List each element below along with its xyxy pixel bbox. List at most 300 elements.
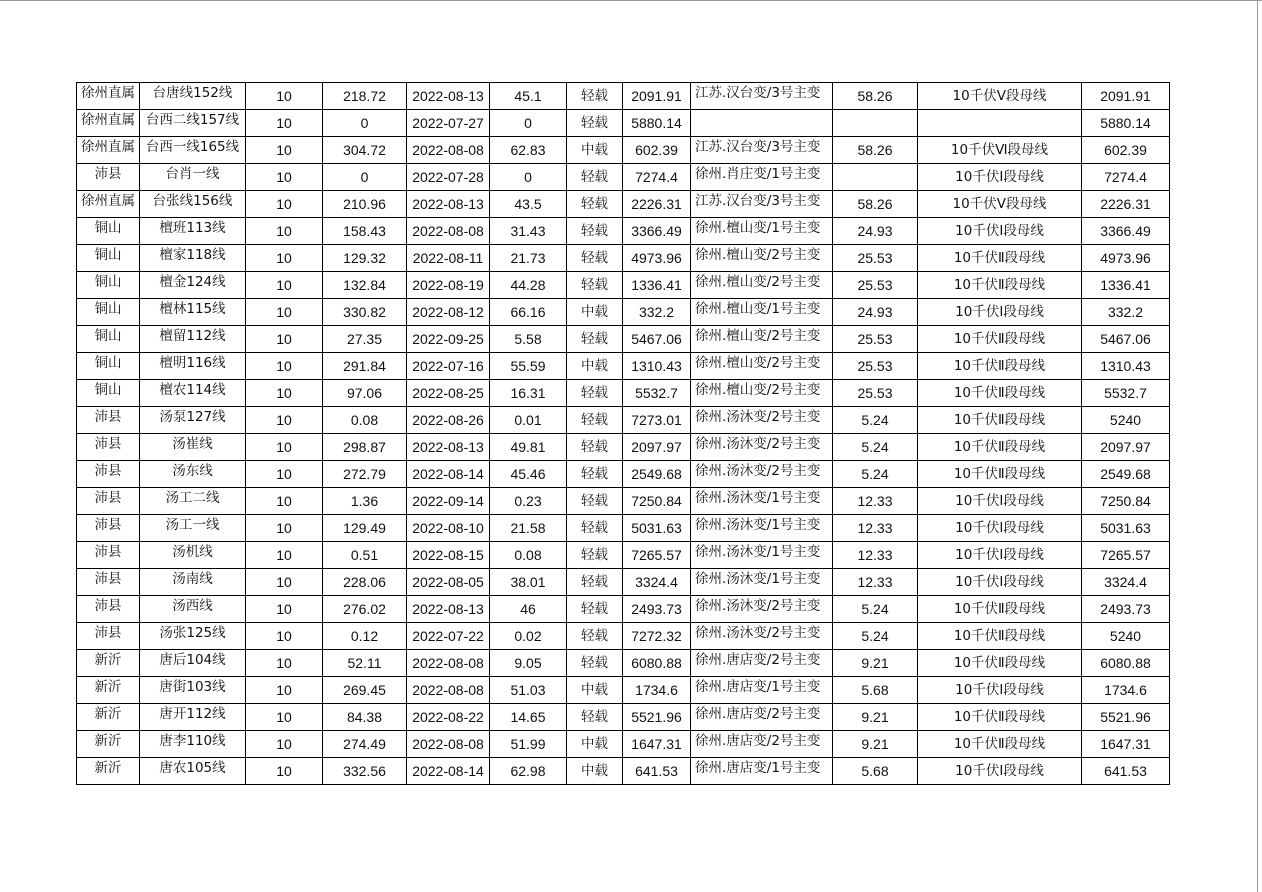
load-value-cell: 132.84 [323,272,407,299]
substation-transformer-cell: 徐州.唐店变/1号主变 [691,677,833,704]
load-value-cell: 304.72 [323,137,407,164]
voltage-cell: 10 [246,461,323,488]
table-row [77,461,1170,488]
load-value-cell: 129.32 [323,245,407,272]
available-capacity-cell: 5240 [1082,623,1170,650]
date-cell: 2022-08-08 [407,650,490,677]
table-row [77,380,1170,407]
load-rate-cell: 16.31 [490,380,567,407]
voltage-cell: 10 [246,299,323,326]
load-value-cell: 0 [323,110,407,137]
load-rate-cell: 46 [490,596,567,623]
load-value-cell: 0 [323,164,407,191]
district-cell: 徐州直属 [77,191,140,218]
voltage-cell: 10 [246,650,323,677]
voltage-cell: 10 [246,434,323,461]
capacity-cell: 7250.84 [623,488,691,515]
load-status-cell: 中载 [567,299,623,326]
substation-transformer-cell: 徐州.唐店变/2号主变 [691,650,833,677]
available-capacity-cell: 2493.73 [1082,596,1170,623]
available-capacity-cell: 1310.43 [1082,353,1170,380]
line-name-cell: 台西一线165线 [140,137,246,164]
available-capacity-cell: 5532.7 [1082,380,1170,407]
transformer-rate-cell: 5.24 [833,623,918,650]
busbar-cell: 10千伏Ⅱ段母线 [918,434,1082,461]
capacity-cell: 5467.06 [623,326,691,353]
busbar-cell: 10千伏Ⅱ段母线 [918,326,1082,353]
table-row [77,299,1170,326]
line-name-cell: 檀家118线 [140,245,246,272]
date-cell: 2022-07-27 [407,110,490,137]
substation-transformer-cell: 江苏.汉台变/3号主变 [691,83,833,110]
capacity-cell: 7272.32 [623,623,691,650]
district-cell: 铜山 [77,218,140,245]
available-capacity-cell: 641.53 [1082,758,1170,785]
load-status-cell: 轻载 [567,191,623,218]
district-cell: 新沂 [77,650,140,677]
capacity-cell: 332.2 [623,299,691,326]
transformer-rate-cell: 25.53 [833,326,918,353]
load-value-cell: 291.84 [323,353,407,380]
substation-transformer-cell: 徐州.汤沐变/1号主变 [691,569,833,596]
line-name-cell: 檀林115线 [140,299,246,326]
transformer-rate-cell: 58.26 [833,137,918,164]
table-row [77,704,1170,731]
table-row [77,623,1170,650]
transformer-rate-cell: 25.53 [833,380,918,407]
capacity-cell: 3366.49 [623,218,691,245]
transformer-rate-cell: 24.93 [833,299,918,326]
busbar-cell: 10千伏Ⅰ段母线 [918,164,1082,191]
load-value-cell: 210.96 [323,191,407,218]
load-value-cell: 0.12 [323,623,407,650]
capacity-cell: 4973.96 [623,245,691,272]
load-rate-cell: 5.58 [490,326,567,353]
load-value-cell: 0.08 [323,407,407,434]
district-cell: 徐州直属 [77,110,140,137]
substation-transformer-cell: 徐州.汤沐变/2号主变 [691,407,833,434]
voltage-cell: 10 [246,83,323,110]
transformer-rate-cell: 12.33 [833,569,918,596]
district-cell: 沛县 [77,623,140,650]
date-cell: 2022-08-13 [407,191,490,218]
load-status-cell: 中载 [567,137,623,164]
date-cell: 2022-07-22 [407,623,490,650]
date-cell: 2022-08-15 [407,542,490,569]
transformer-rate-cell: 5.24 [833,407,918,434]
load-rate-cell: 0.01 [490,407,567,434]
load-rate-cell: 0.23 [490,488,567,515]
line-name-cell: 汤崔线 [140,434,246,461]
date-cell: 2022-08-13 [407,434,490,461]
district-cell: 铜山 [77,272,140,299]
transformer-rate-cell: 9.21 [833,650,918,677]
load-status-cell: 轻载 [567,461,623,488]
table-row [77,569,1170,596]
load-status-cell: 中载 [567,758,623,785]
voltage-cell: 10 [246,407,323,434]
voltage-cell: 10 [246,218,323,245]
load-rate-cell: 9.05 [490,650,567,677]
available-capacity-cell: 5521.96 [1082,704,1170,731]
load-status-cell: 轻载 [567,650,623,677]
load-status-cell: 轻载 [567,245,623,272]
substation-transformer-cell: 徐州.肖庄变/1号主变 [691,164,833,191]
load-rate-cell: 51.03 [490,677,567,704]
line-name-cell: 唐街103线 [140,677,246,704]
load-value-cell: 332.56 [323,758,407,785]
available-capacity-cell: 1734.6 [1082,677,1170,704]
date-cell: 2022-08-14 [407,461,490,488]
capacity-cell: 7265.57 [623,542,691,569]
substation-transformer-cell: 徐州.檀山变/2号主变 [691,326,833,353]
table-row [77,110,1170,137]
line-name-cell: 唐开112线 [140,704,246,731]
capacity-cell: 7273.01 [623,407,691,434]
load-value-cell: 228.06 [323,569,407,596]
load-status-cell: 轻载 [567,542,623,569]
load-status-cell: 轻载 [567,218,623,245]
line-name-cell: 汤工一线 [140,515,246,542]
transformer-rate-cell: 25.53 [833,353,918,380]
load-status-cell: 轻载 [567,407,623,434]
voltage-cell: 10 [246,137,323,164]
busbar-cell: 10千伏Ⅱ段母线 [918,731,1082,758]
load-value-cell: 272.79 [323,461,407,488]
transformer-rate-cell: 24.93 [833,218,918,245]
load-value-cell: 274.49 [323,731,407,758]
load-status-cell: 轻载 [567,164,623,191]
feeder-load-table [76,82,1170,785]
district-cell: 沛县 [77,569,140,596]
load-rate-cell: 44.28 [490,272,567,299]
capacity-cell: 1336.41 [623,272,691,299]
substation-transformer-cell: 徐州.唐店变/2号主变 [691,704,833,731]
available-capacity-cell: 4973.96 [1082,245,1170,272]
date-cell: 2022-08-13 [407,596,490,623]
table-row [77,434,1170,461]
table-row [77,272,1170,299]
capacity-cell: 602.39 [623,137,691,164]
load-status-cell: 轻载 [567,83,623,110]
substation-transformer-cell: 徐州.汤沐变/1号主变 [691,515,833,542]
busbar-cell: 10千伏Ⅰ段母线 [918,299,1082,326]
line-name-cell: 檀留112线 [140,326,246,353]
district-cell: 沛县 [77,164,140,191]
transformer-rate-cell: 25.53 [833,272,918,299]
date-cell: 2022-08-11 [407,245,490,272]
voltage-cell: 10 [246,515,323,542]
table-row [77,407,1170,434]
load-rate-cell: 43.5 [490,191,567,218]
busbar-cell: 10千伏Ⅱ段母线 [918,407,1082,434]
transformer-rate-cell: 12.33 [833,488,918,515]
available-capacity-cell: 1647.31 [1082,731,1170,758]
substation-transformer-cell: 江苏.汉台变/3号主变 [691,191,833,218]
capacity-cell: 1734.6 [623,677,691,704]
load-rate-cell: 21.58 [490,515,567,542]
load-rate-cell: 0 [490,164,567,191]
capacity-cell: 5532.7 [623,380,691,407]
transformer-rate-cell: 58.26 [833,191,918,218]
substation-transformer-cell: 徐州.檀山变/1号主变 [691,218,833,245]
busbar-cell: 10千伏Ⅱ段母线 [918,272,1082,299]
load-status-cell: 轻载 [567,380,623,407]
district-cell: 铜山 [77,326,140,353]
substation-transformer-cell: 江苏.汉台变/3号主变 [691,137,833,164]
line-name-cell: 檀明116线 [140,353,246,380]
capacity-cell: 7274.4 [623,164,691,191]
voltage-cell: 10 [246,191,323,218]
transformer-rate-cell: 9.21 [833,704,918,731]
date-cell: 2022-08-05 [407,569,490,596]
substation-transformer-cell: 徐州.汤沐变/1号主变 [691,542,833,569]
district-cell: 新沂 [77,704,140,731]
busbar-cell: 10千伏Ⅰ段母线 [918,677,1082,704]
available-capacity-cell: 2091.91 [1082,83,1170,110]
district-cell: 徐州直属 [77,83,140,110]
transformer-rate-cell: 5.24 [833,596,918,623]
busbar-cell: 10千伏Ⅰ段母线 [918,515,1082,542]
substation-transformer-cell: 徐州.檀山变/2号主变 [691,272,833,299]
district-cell: 铜山 [77,380,140,407]
substation-transformer-cell: 徐州.汤沐变/1号主变 [691,488,833,515]
available-capacity-cell: 5880.14 [1082,110,1170,137]
busbar-cell: 10千伏Ⅱ段母线 [918,704,1082,731]
load-value-cell: 218.72 [323,83,407,110]
busbar-cell: 10千伏Ⅰ段母线 [918,542,1082,569]
district-cell: 沛县 [77,488,140,515]
busbar-cell: 10千伏Ⅴ段母线 [918,83,1082,110]
substation-transformer-cell [691,110,833,137]
substation-transformer-cell: 徐州.檀山变/2号主变 [691,245,833,272]
date-cell: 2022-08-14 [407,758,490,785]
line-name-cell: 汤西线 [140,596,246,623]
table-row [77,83,1170,110]
voltage-cell: 10 [246,596,323,623]
available-capacity-cell: 6080.88 [1082,650,1170,677]
transformer-rate-cell: 9.21 [833,731,918,758]
transformer-rate-cell: 58.26 [833,83,918,110]
transformer-rate-cell: 12.33 [833,542,918,569]
date-cell: 2022-07-28 [407,164,490,191]
load-rate-cell: 62.83 [490,137,567,164]
table-row [77,245,1170,272]
load-status-cell: 轻载 [567,326,623,353]
load-rate-cell: 66.16 [490,299,567,326]
substation-transformer-cell: 徐州.檀山变/2号主变 [691,353,833,380]
load-rate-cell: 45.1 [490,83,567,110]
page-border-top [0,0,1262,1]
load-rate-cell: 55.59 [490,353,567,380]
load-status-cell: 轻载 [567,434,623,461]
line-name-cell: 汤南线 [140,569,246,596]
table-row [77,758,1170,785]
line-name-cell: 汤泵127线 [140,407,246,434]
voltage-cell: 10 [246,245,323,272]
load-status-cell: 轻载 [567,488,623,515]
line-name-cell: 台唐线152线 [140,83,246,110]
load-status-cell: 轻载 [567,596,623,623]
voltage-cell: 10 [246,704,323,731]
date-cell: 2022-09-14 [407,488,490,515]
load-rate-cell: 21.73 [490,245,567,272]
available-capacity-cell: 1336.41 [1082,272,1170,299]
available-capacity-cell: 3366.49 [1082,218,1170,245]
capacity-cell: 2493.73 [623,596,691,623]
capacity-cell: 3324.4 [623,569,691,596]
busbar-cell: 10千伏Ⅱ段母线 [918,623,1082,650]
line-name-cell: 汤东线 [140,461,246,488]
table-row [77,596,1170,623]
load-value-cell: 269.45 [323,677,407,704]
district-cell: 沛县 [77,542,140,569]
substation-transformer-cell: 徐州.唐店变/2号主变 [691,731,833,758]
load-rate-cell: 51.99 [490,731,567,758]
busbar-cell: 10千伏Ⅵ段母线 [918,137,1082,164]
voltage-cell: 10 [246,569,323,596]
load-status-cell: 轻载 [567,704,623,731]
line-name-cell: 汤张125线 [140,623,246,650]
busbar-cell: 10千伏Ⅱ段母线 [918,650,1082,677]
load-value-cell: 129.49 [323,515,407,542]
table-row [77,650,1170,677]
table-row [77,218,1170,245]
load-value-cell: 158.43 [323,218,407,245]
load-value-cell: 84.38 [323,704,407,731]
table-row [77,191,1170,218]
table-row [77,731,1170,758]
voltage-cell: 10 [246,326,323,353]
load-rate-cell: 14.65 [490,704,567,731]
table-row [77,137,1170,164]
district-cell: 沛县 [77,407,140,434]
load-value-cell: 0.51 [323,542,407,569]
line-name-cell: 檀班113线 [140,218,246,245]
district-cell: 沛县 [77,515,140,542]
date-cell: 2022-08-08 [407,677,490,704]
load-status-cell: 轻载 [567,272,623,299]
available-capacity-cell: 3324.4 [1082,569,1170,596]
busbar-cell: 10千伏Ⅰ段母线 [918,488,1082,515]
busbar-cell: 10千伏Ⅴ段母线 [918,191,1082,218]
district-cell: 徐州直属 [77,137,140,164]
available-capacity-cell: 2549.68 [1082,461,1170,488]
date-cell: 2022-07-16 [407,353,490,380]
line-name-cell: 汤工二线 [140,488,246,515]
load-status-cell: 轻载 [567,623,623,650]
table-row [77,164,1170,191]
transformer-rate-cell: 12.33 [833,515,918,542]
voltage-cell: 10 [246,731,323,758]
load-rate-cell: 0 [490,110,567,137]
voltage-cell: 10 [246,677,323,704]
voltage-cell: 10 [246,380,323,407]
district-cell: 新沂 [77,731,140,758]
voltage-cell: 10 [246,110,323,137]
district-cell: 新沂 [77,758,140,785]
load-status-cell: 轻载 [567,569,623,596]
available-capacity-cell: 7274.4 [1082,164,1170,191]
date-cell: 2022-08-08 [407,137,490,164]
date-cell: 2022-09-25 [407,326,490,353]
table-row [77,326,1170,353]
load-rate-cell: 0.02 [490,623,567,650]
substation-transformer-cell: 徐州.檀山变/1号主变 [691,299,833,326]
line-name-cell: 檀金124线 [140,272,246,299]
line-name-cell: 台西二线157线 [140,110,246,137]
busbar-cell: 10千伏Ⅱ段母线 [918,380,1082,407]
date-cell: 2022-08-08 [407,731,490,758]
capacity-cell: 1647.31 [623,731,691,758]
load-rate-cell: 62.98 [490,758,567,785]
voltage-cell: 10 [246,164,323,191]
date-cell: 2022-08-10 [407,515,490,542]
busbar-cell: 10千伏Ⅱ段母线 [918,245,1082,272]
load-value-cell: 52.11 [323,650,407,677]
busbar-cell: 10千伏Ⅱ段母线 [918,596,1082,623]
district-cell: 铜山 [77,245,140,272]
transformer-rate-cell: 5.24 [833,434,918,461]
transformer-rate-cell [833,110,918,137]
district-cell: 铜山 [77,353,140,380]
date-cell: 2022-08-19 [407,272,490,299]
page-border-right [1257,0,1258,892]
busbar-cell: 10千伏Ⅱ段母线 [918,353,1082,380]
transformer-rate-cell: 5.68 [833,677,918,704]
load-value-cell: 330.82 [323,299,407,326]
date-cell: 2022-08-26 [407,407,490,434]
load-value-cell: 97.06 [323,380,407,407]
available-capacity-cell: 2226.31 [1082,191,1170,218]
substation-transformer-cell: 徐州.檀山变/2号主变 [691,380,833,407]
available-capacity-cell: 5240 [1082,407,1170,434]
transformer-rate-cell: 25.53 [833,245,918,272]
load-status-cell: 中载 [567,677,623,704]
available-capacity-cell: 332.2 [1082,299,1170,326]
load-status-cell: 轻载 [567,515,623,542]
load-value-cell: 276.02 [323,596,407,623]
voltage-cell: 10 [246,353,323,380]
transformer-rate-cell: 5.24 [833,461,918,488]
available-capacity-cell: 7250.84 [1082,488,1170,515]
district-cell: 新沂 [77,677,140,704]
date-cell: 2022-08-12 [407,299,490,326]
line-name-cell: 台张线156线 [140,191,246,218]
table-row [77,542,1170,569]
load-rate-cell: 38.01 [490,569,567,596]
load-status-cell: 中载 [567,731,623,758]
voltage-cell: 10 [246,542,323,569]
voltage-cell: 10 [246,758,323,785]
available-capacity-cell: 5467.06 [1082,326,1170,353]
substation-transformer-cell: 徐州.唐店变/1号主变 [691,758,833,785]
load-value-cell: 27.35 [323,326,407,353]
line-name-cell: 汤机线 [140,542,246,569]
date-cell: 2022-08-08 [407,218,490,245]
available-capacity-cell: 7265.57 [1082,542,1170,569]
capacity-cell: 5031.63 [623,515,691,542]
capacity-cell: 1310.43 [623,353,691,380]
capacity-cell: 2226.31 [623,191,691,218]
line-name-cell: 檀农114线 [140,380,246,407]
load-status-cell: 轻载 [567,110,623,137]
table-row [77,488,1170,515]
capacity-cell: 5521.96 [623,704,691,731]
substation-transformer-cell: 徐州.汤沐变/2号主变 [691,461,833,488]
district-cell: 沛县 [77,461,140,488]
date-cell: 2022-08-22 [407,704,490,731]
